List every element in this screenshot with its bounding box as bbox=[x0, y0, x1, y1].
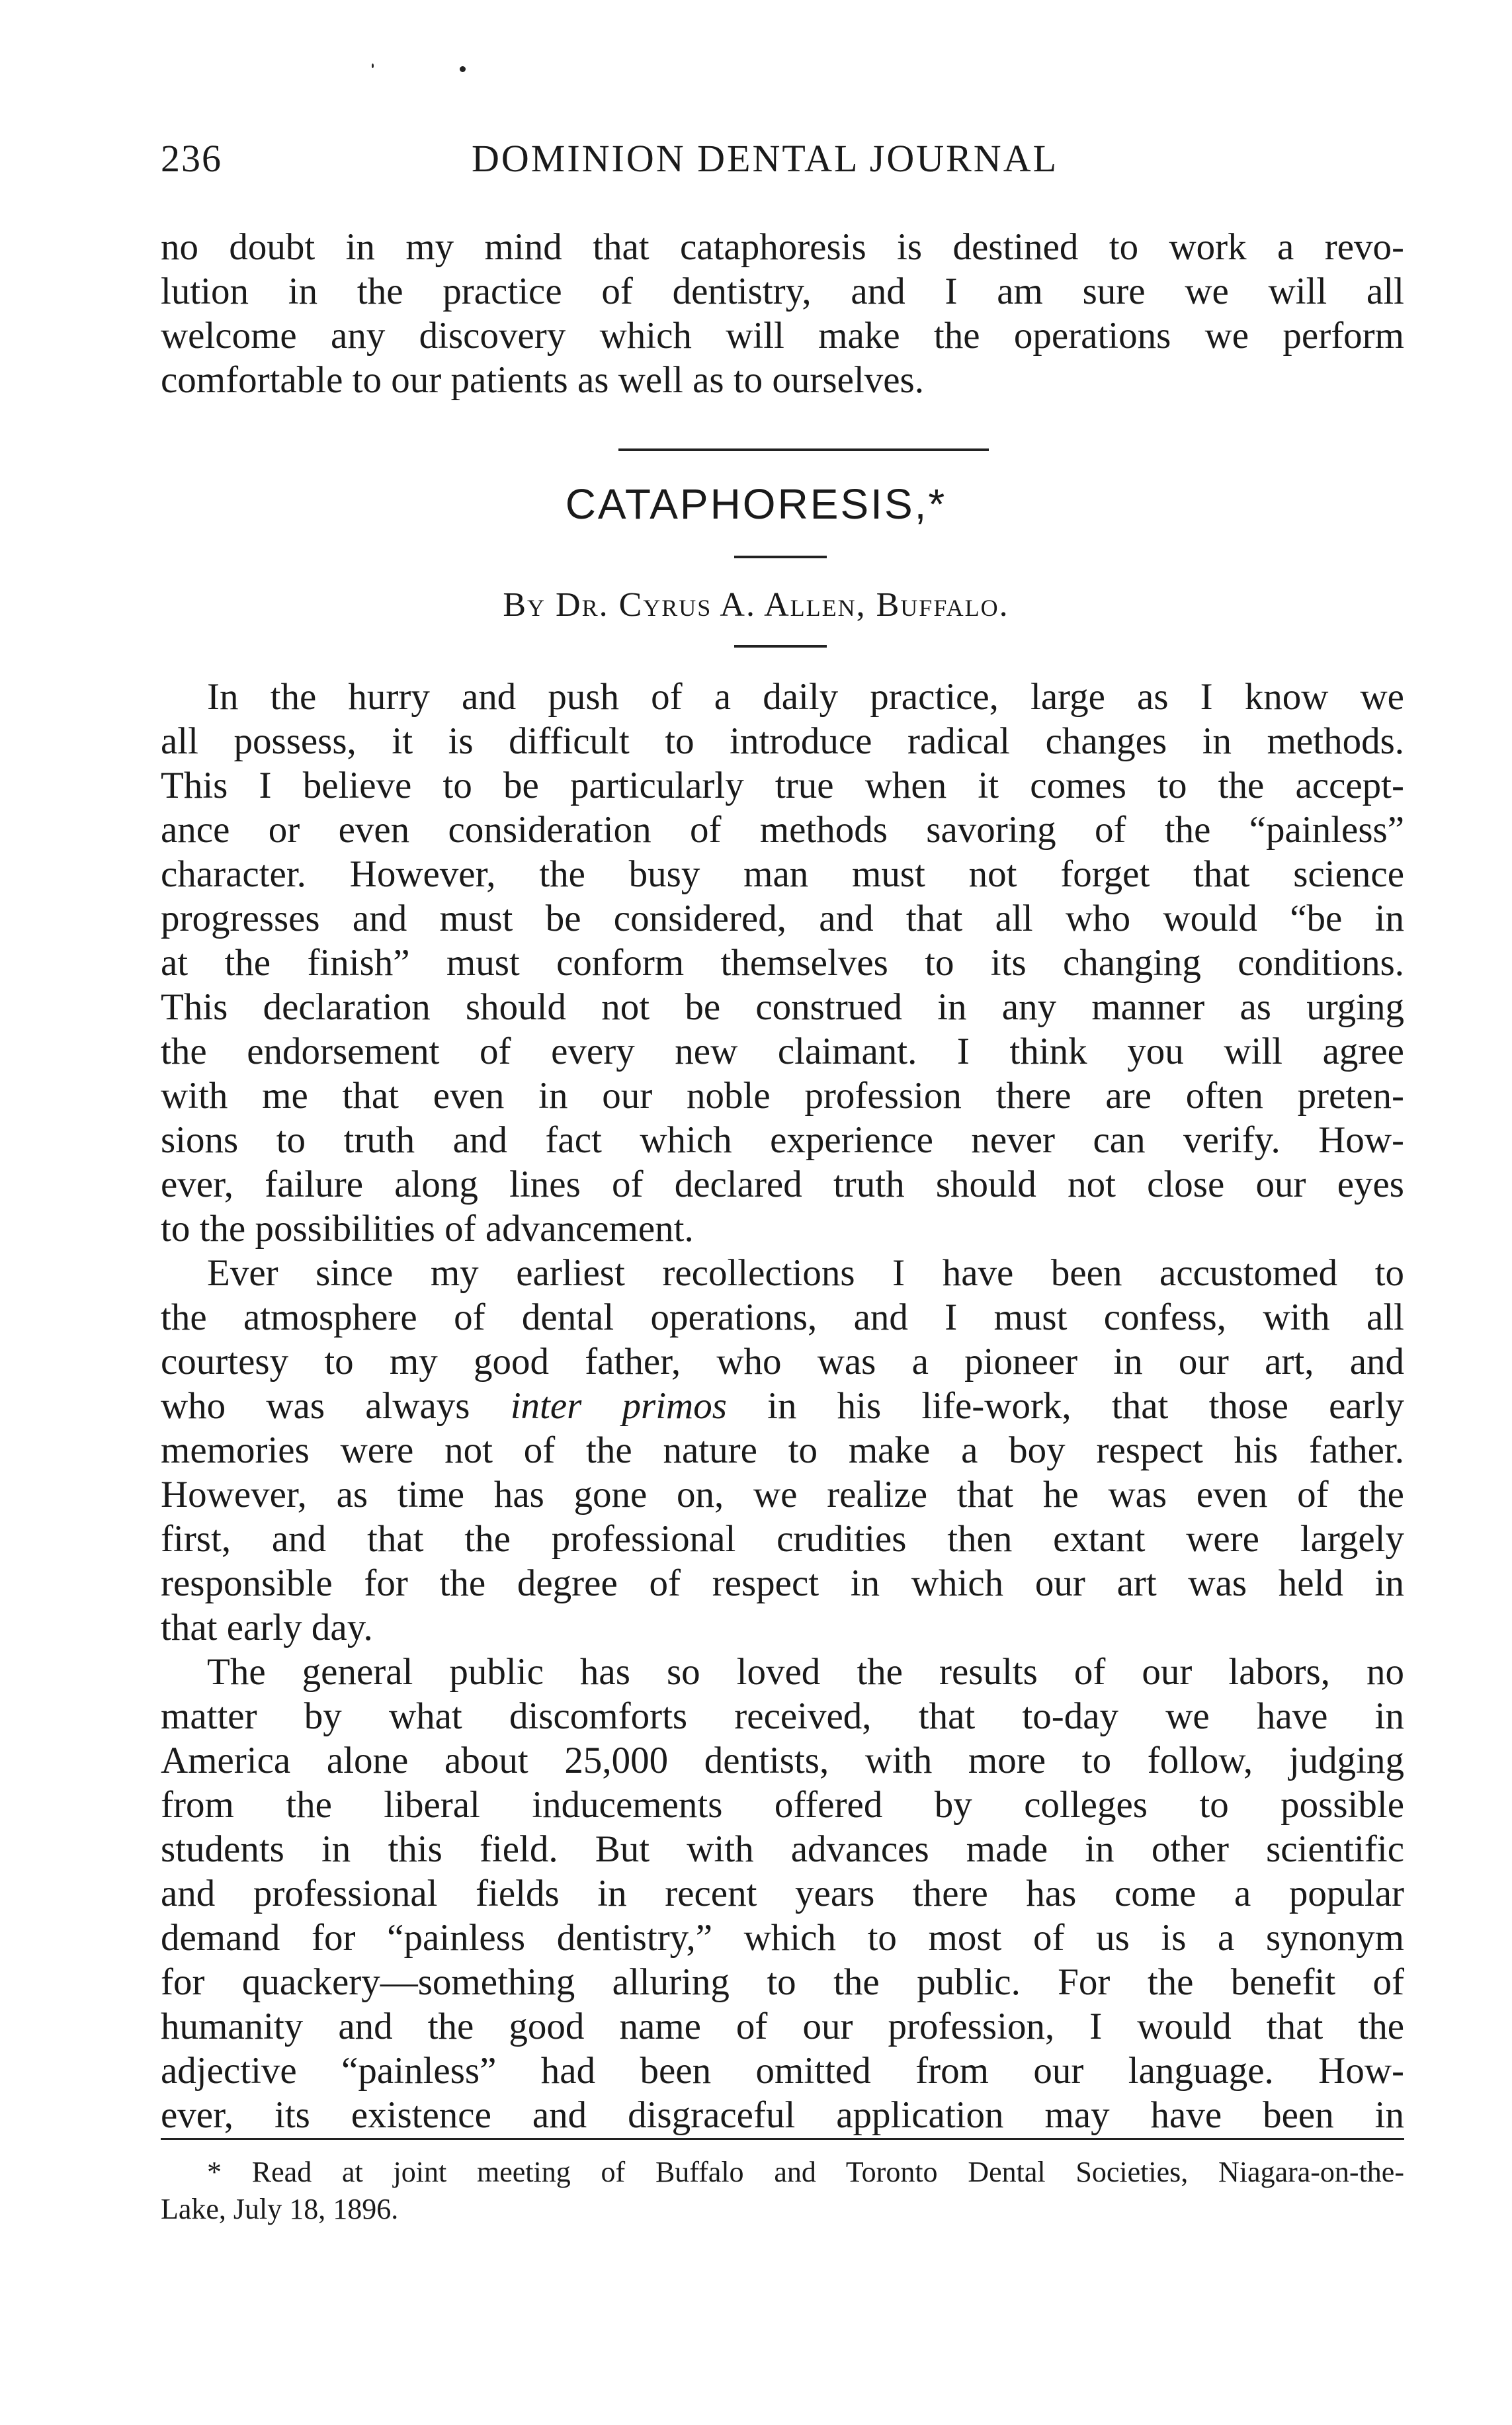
text-line: all possess, it is difficult to introduce radical changes in methods. bbox=[161, 720, 1404, 762]
text-line: ance or even consideration of methods savoring of the “painless” bbox=[161, 809, 1404, 851]
article-byline: By Dr. Cyrus A. Allen, Buffalo. bbox=[503, 586, 1009, 624]
text-line: that early day. bbox=[161, 1607, 373, 1648]
paragraph-2 bbox=[161, 1251, 1404, 1650]
text-line: the endorsement of every new claimant. I think you will agree bbox=[161, 1031, 1404, 1072]
text-line: adjective “painless” had been omitted from our language. How- bbox=[161, 2050, 1404, 2092]
text-line: In the hurry and push of a daily practice, large as I know we bbox=[207, 676, 1404, 718]
text-line: This declaration should not be construed in any manner as urging bbox=[161, 986, 1404, 1028]
text-line: courtesy to my good father, who was a pioneer in our art, and bbox=[161, 1341, 1404, 1383]
paragraph-3 bbox=[161, 1650, 1404, 2137]
section-separator-rule bbox=[618, 448, 989, 451]
text-line: first, and that the professional crudities then extant were largely bbox=[161, 1518, 1404, 1560]
print-speck bbox=[372, 64, 374, 68]
text-line: at the finish” must conform themselves to its changing conditions. bbox=[161, 942, 1404, 984]
italic-phrase: inter primos bbox=[510, 1385, 727, 1427]
print-speck bbox=[460, 66, 466, 72]
text-line: America alone about 25,000 dentists, with more to follow, judging bbox=[161, 1740, 1404, 1781]
text-line: from the liberal inducements offered by colleges to possible bbox=[161, 1784, 1404, 1826]
text-line: memories were not of the nature to make a boy respect his father. bbox=[161, 1429, 1404, 1471]
text-line: ever, its existence and disgraceful application may have been in bbox=[161, 2094, 1404, 2136]
text-line: lution in the practice of dentistry, and I am sure we will all bbox=[161, 271, 1404, 312]
article-title: CATAPHORESIS,* bbox=[565, 480, 947, 528]
running-head: DOMINION DENTAL JOURNAL bbox=[472, 137, 1059, 180]
footnote-line: * Read at joint meeting of Buffalo and Toronto Dental Societies, Niagara-on-the- bbox=[207, 2156, 1404, 2188]
text-line: and professional fields in recent years there has come a popular bbox=[161, 1873, 1404, 1914]
byline-rule bbox=[734, 645, 827, 648]
text-line: with me that even in our noble profession there are often preten- bbox=[161, 1075, 1404, 1117]
text-line: matter by what discomforts received, that to-day we have in bbox=[161, 1695, 1404, 1737]
text-fragment: in his life-work, that those early bbox=[726, 1385, 1404, 1427]
text-line: demand for “painless dentistry,” which to most of us is a synonym bbox=[161, 1917, 1404, 1959]
text-line: character. However, the busy man must not forget that science bbox=[161, 853, 1404, 895]
text-line: Ever since my earliest recollections I have been accustomed to bbox=[207, 1252, 1404, 1294]
text-line: This I believe to be particularly true when it comes to the accept- bbox=[161, 765, 1404, 806]
page-header bbox=[161, 136, 1404, 182]
footnote bbox=[161, 2154, 1404, 2228]
page-number: 236 bbox=[161, 137, 222, 180]
text-line: responsible for the degree of respect in which our art was held in bbox=[161, 1562, 1404, 1604]
intro-paragraph bbox=[161, 225, 1404, 402]
text-line: welcome any discovery which will make the operations we perform bbox=[161, 315, 1404, 357]
text-line: humanity and the good name of our profession, I would that the bbox=[161, 2006, 1404, 2047]
text-line: no doubt in my mind that cataphoresis is destined to work a revo- bbox=[161, 226, 1404, 268]
text-line: the atmosphere of dental operations, and I must confess, with all bbox=[161, 1297, 1404, 1338]
text-line: comfortable to our patients as well as to ourselves. bbox=[161, 359, 924, 401]
text-line-with-italic bbox=[161, 1384, 1404, 1428]
text-line: However, as time has gone on, we realize that he was even of the bbox=[161, 1474, 1404, 1515]
text-line: sions to truth and fact which experience never can verify. How- bbox=[161, 1119, 1404, 1161]
title-rule bbox=[734, 556, 827, 558]
text-line: The general public has so loved the results of our labors, no bbox=[207, 1651, 1404, 1693]
text-line: for quackery—something alluring to the public. For the benefit of bbox=[161, 1961, 1404, 2003]
text-line: students in this field. But with advances made in other scientific bbox=[161, 1828, 1404, 1870]
text-line: progresses and must be considered, and that all who would “be in bbox=[161, 898, 1404, 939]
footnote-rule bbox=[161, 2138, 1404, 2140]
text-line: to the possibilities of advancement. bbox=[161, 1208, 694, 1250]
text-line: ever, failure along lines of declared truth should not close our eyes bbox=[161, 1164, 1404, 1205]
paragraph-1 bbox=[161, 675, 1404, 1251]
text-fragment: who was always bbox=[161, 1385, 511, 1427]
footnote-line: Lake, July 18, 1896. bbox=[161, 2193, 399, 2225]
